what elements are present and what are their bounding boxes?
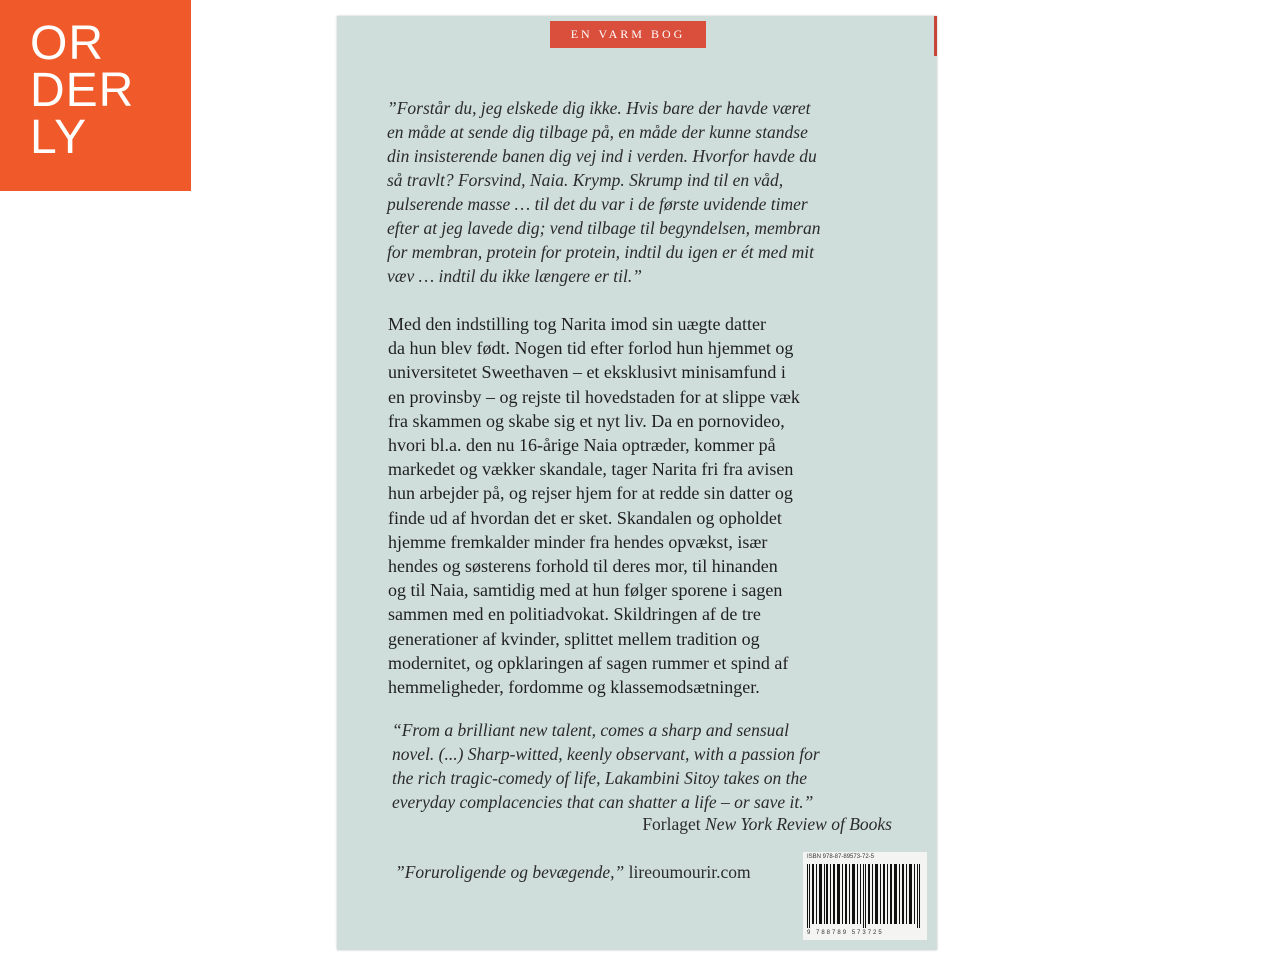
blurb-line: hvori bl.a. den nu 16-årige Naia optræder, kommer på <box>388 435 776 456</box>
blurb-line: finde ud af hvordan det er sket. Skandalen og opholdet <box>388 507 782 528</box>
blurb-line: markedet og vækker skandale, tager Narita fri fra avisen <box>388 459 794 480</box>
blurb-line: universitetet Sweethaven – et eksklusivt minisamfund i <box>388 362 786 383</box>
blurb-line: da hun blev født. Nogen tid efter forlod hun hjemmet og <box>388 338 794 359</box>
blurb-paragraph <box>388 312 908 699</box>
quote-line: pulserende masse … til det du var i de første uvidende timer <box>387 194 808 214</box>
logo-line-1: OR <box>30 17 104 70</box>
barcode-bars-icon <box>807 864 923 928</box>
blurb-line: sammen med en politiadvokat. Skildringen af de tre <box>388 604 761 625</box>
blurb-line: modernitet, og opklaringen af sagen rummer et spind af <box>388 652 789 673</box>
quote-line: ”Forstår du, jeg elskede dig ikke. Hvis bare der havde været <box>387 98 811 118</box>
blurb-line: Med den indstilling tog Narita imod sin uægte datter <box>388 314 766 334</box>
short-review-source: lireoumourir.com <box>624 862 751 882</box>
book-back-cover <box>337 16 937 950</box>
blurb-line: generationer af kvinder, splittet mellem tradition og <box>388 628 760 649</box>
quote-line: så travlt? Forsvind, Naia. Krymp. Skrump ind til en våd, <box>387 170 784 190</box>
blurb-line: og til Naia, samtidig med at hun følger sporene i sagen <box>388 580 783 601</box>
blurb-line: hemmeligheder, fordomme og klassemodsætninger. <box>388 677 760 698</box>
logo-letters <box>30 17 180 164</box>
attribution-publication: New York Review of Books <box>705 814 892 834</box>
quote-line: efter at jeg lavede dig; vend tilbage til begyndelsen, membran <box>387 218 821 238</box>
quote-line: væv … indtil du ikke længere er til.” <box>387 266 643 286</box>
opening-quote <box>387 96 907 288</box>
blurb-line: en provinsby – og rejste til hovedstaden for at slippe væk <box>388 386 800 407</box>
review-line: everyday complacencies that can shatter a life – or save it.” <box>392 792 814 812</box>
blurb-line: hun arbejder på, og rejser hjem for at redde sin datter og <box>388 483 793 504</box>
attribution-prefix: Forlaget <box>642 814 706 834</box>
barcode-number: 9 788789 573725 <box>807 930 884 936</box>
barcode-isbn-label: ISBN 978-87-89573-72-5 <box>807 854 875 860</box>
quote-line: en måde at sende dig tilbage på, en måde der kunne standse <box>387 122 808 142</box>
quote-line: for membran, protein for protein, indtil du igen er ét med mit <box>387 242 814 262</box>
logo-line-2: DER <box>30 64 135 117</box>
orderly-logo <box>0 0 191 191</box>
review-quote <box>392 718 892 814</box>
publisher-tag: EN VARM BOG <box>550 21 706 48</box>
review-line: “From a brilliant new talent, comes a sharp and sensual <box>392 720 789 740</box>
quote-line: din insisterende banen dig vej ind i verden. Hvorfor havde du <box>387 146 817 166</box>
isbn-barcode <box>803 852 927 940</box>
review-line: the rich tragic-comedy of life, Lakambini Sitoy takes on the <box>392 768 808 788</box>
blurb-line: hjemme fremkalder minder fra hendes opvækst, især <box>388 531 768 552</box>
blurb-line: hendes og søsterens forhold til deres mor, til hinanden <box>388 556 778 577</box>
cover-spine-edge <box>934 16 937 56</box>
blurb-line: fra skammen og skabe sig et nyt liv. Da en pornovideo, <box>388 410 785 431</box>
logo-line-3: LY <box>30 111 88 164</box>
short-review <box>395 862 815 883</box>
short-review-text: ”Foruroligende og bevægende,” <box>395 862 625 882</box>
review-attribution <box>437 814 892 835</box>
review-line: novel. (...) Sharp-witted, keenly observant, with a passion for <box>392 744 820 764</box>
